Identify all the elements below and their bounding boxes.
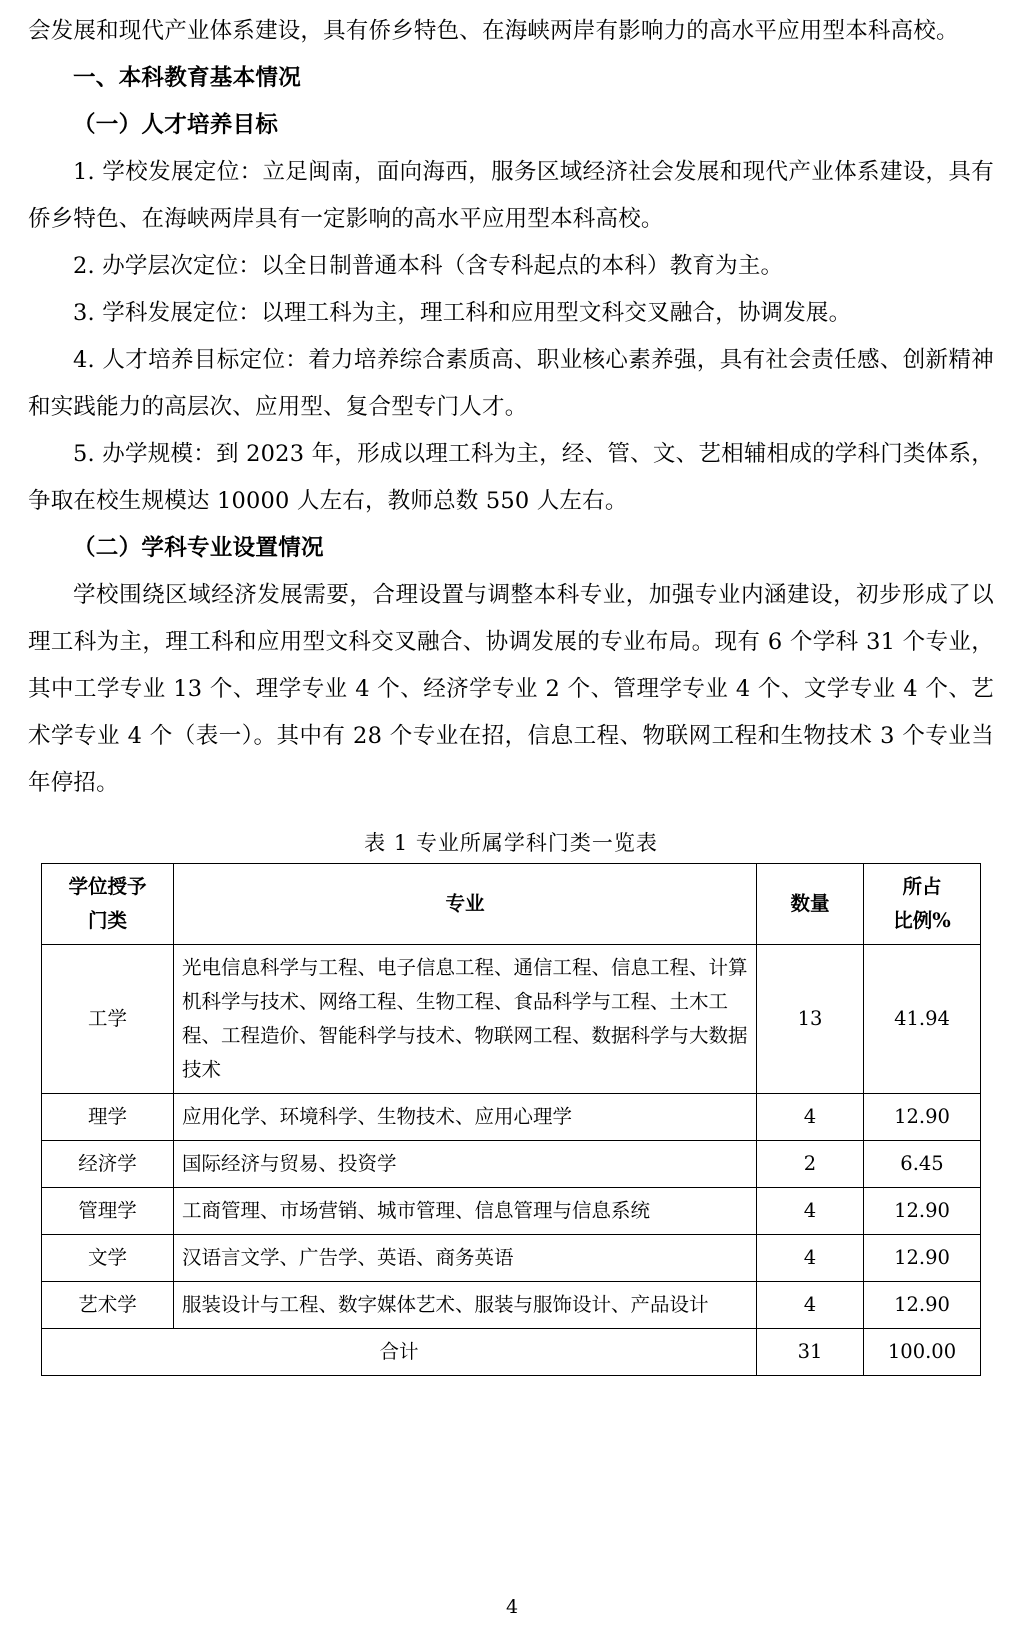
paragraph-intro-continued: 会发展和现代产业体系建设，具有侨乡特色、在海峡两岸有影响力的高水平应用型本科高校。: [28, 18, 959, 44]
page-number: 4: [505, 1596, 519, 1618]
table-row: [42, 1141, 981, 1188]
row-majors: 国际经济与贸易、投资学: [174, 1141, 757, 1188]
row-count: 4: [757, 1282, 864, 1329]
table-row: [42, 945, 981, 1094]
row-category: 艺术学: [42, 1282, 174, 1329]
table-row: [42, 1282, 981, 1329]
header-degree-category: [42, 864, 174, 945]
row-percentage: 12.90: [864, 1188, 981, 1235]
majors-discipline-table: [41, 863, 981, 1376]
row-category: 文学: [42, 1235, 174, 1282]
row-count: 4: [757, 1094, 864, 1141]
row-count: 4: [757, 1188, 864, 1235]
subsection-heading-2: （二）学科专业设置情况: [73, 535, 324, 561]
total-count: 31: [757, 1329, 864, 1376]
row-percentage: 12.90: [864, 1094, 981, 1141]
row-percentage: 12.90: [864, 1235, 981, 1282]
header-count: 数量: [757, 864, 864, 945]
goal-item-1: 1. 学校发展定位：立足闽南，面向海西，服务区域经济社会发展和现代产业体系建设，具有侨乡特色、在海峡两岸具有一定影响的高水平应用型本科高校。: [28, 159, 994, 232]
row-percentage: 6.45: [864, 1141, 981, 1188]
total-percentage: 100.00: [864, 1329, 981, 1376]
table-total-row: [42, 1329, 981, 1376]
row-majors: 工商管理、市场营销、城市管理、信息管理与信息系统: [174, 1188, 757, 1235]
row-category: 理学: [42, 1094, 174, 1141]
header-percentage: [864, 864, 981, 945]
goal-item-4: 4. 人才培养目标定位：着力培养综合素质高、职业核心素养强，具有社会责任感、创新精神和实践能力的高层次、应用型、复合型专门人才。: [28, 347, 994, 420]
goal-item-2: 2. 办学层次定位：以全日制普通本科（含专科起点的本科）教育为主。: [73, 253, 784, 279]
row-majors: 光电信息科学与工程、电子信息工程、通信工程、信息工程、计算机科学与技术、网络工程、生物工程、食品科学与工程、土木工程、工程造价、智能科学与技术、物联网工程、数据科学与大数据技术: [174, 945, 757, 1094]
row-percentage: 12.90: [864, 1282, 981, 1329]
goal-item-5: 5. 办学规模：到 2023 年，形成以理工科为主，经、管、文、艺相辅相成的学科门类体系，争取在校生规模达 10000 人左右，教师总数 550 人左右。: [28, 441, 994, 514]
row-majors: 服装设计与工程、数字媒体艺术、服装与服饰设计、产品设计: [174, 1282, 757, 1329]
paragraph-majors-overview: 学校围绕区域经济发展需要，合理设置与调整本科专业，加强专业内涵建设，初步形成了以理工科为主，理工科和应用型文科交叉融合、协调发展的专业布局。现有 6 个学科 31 个专业，其中工学专业 13 个、理学专业 4 个、经济学专业 2 个、管理学专业 4 个、文学专业 4 个、艺术学专业 4 个（表一）。其中有 28 个专业在招，信息工程、物联网工程和生物技术 3 个专业当年停招。: [28, 582, 994, 796]
header-percentage-line2: 比例%: [893, 909, 951, 932]
header-degree-category-line2: 门类: [87, 909, 127, 932]
header-majors: 专业: [174, 864, 757, 945]
total-label: 合计: [42, 1329, 757, 1376]
subsection-heading-1: （一）人才培养目标: [73, 112, 279, 138]
table-row: [42, 1188, 981, 1235]
row-count: 13: [757, 945, 864, 1094]
goal-item-3: 3. 学科发展定位：以理工科为主，理工科和应用型文科交叉融合，协调发展。: [73, 300, 852, 326]
row-count: 2: [757, 1141, 864, 1188]
row-count: 4: [757, 1235, 864, 1282]
row-category: 工学: [42, 945, 174, 1094]
row-percentage: 41.94: [864, 945, 981, 1094]
table-row: [42, 1094, 981, 1141]
section-heading-1: 一、本科教育基本情况: [73, 65, 302, 91]
table-row: [42, 1235, 981, 1282]
header-percentage-line1: 所占: [902, 875, 942, 898]
table-header-row: [42, 864, 981, 945]
row-category: 经济学: [42, 1141, 174, 1188]
header-degree-category-line1: 学位授予: [68, 875, 147, 898]
table-caption: 表 1 专业所属学科门类一览表: [364, 831, 658, 855]
row-category: 管理学: [42, 1188, 174, 1235]
row-majors: 汉语言文学、广告学、英语、商务英语: [174, 1235, 757, 1282]
row-majors: 应用化学、环境科学、生物技术、应用心理学: [174, 1094, 757, 1141]
